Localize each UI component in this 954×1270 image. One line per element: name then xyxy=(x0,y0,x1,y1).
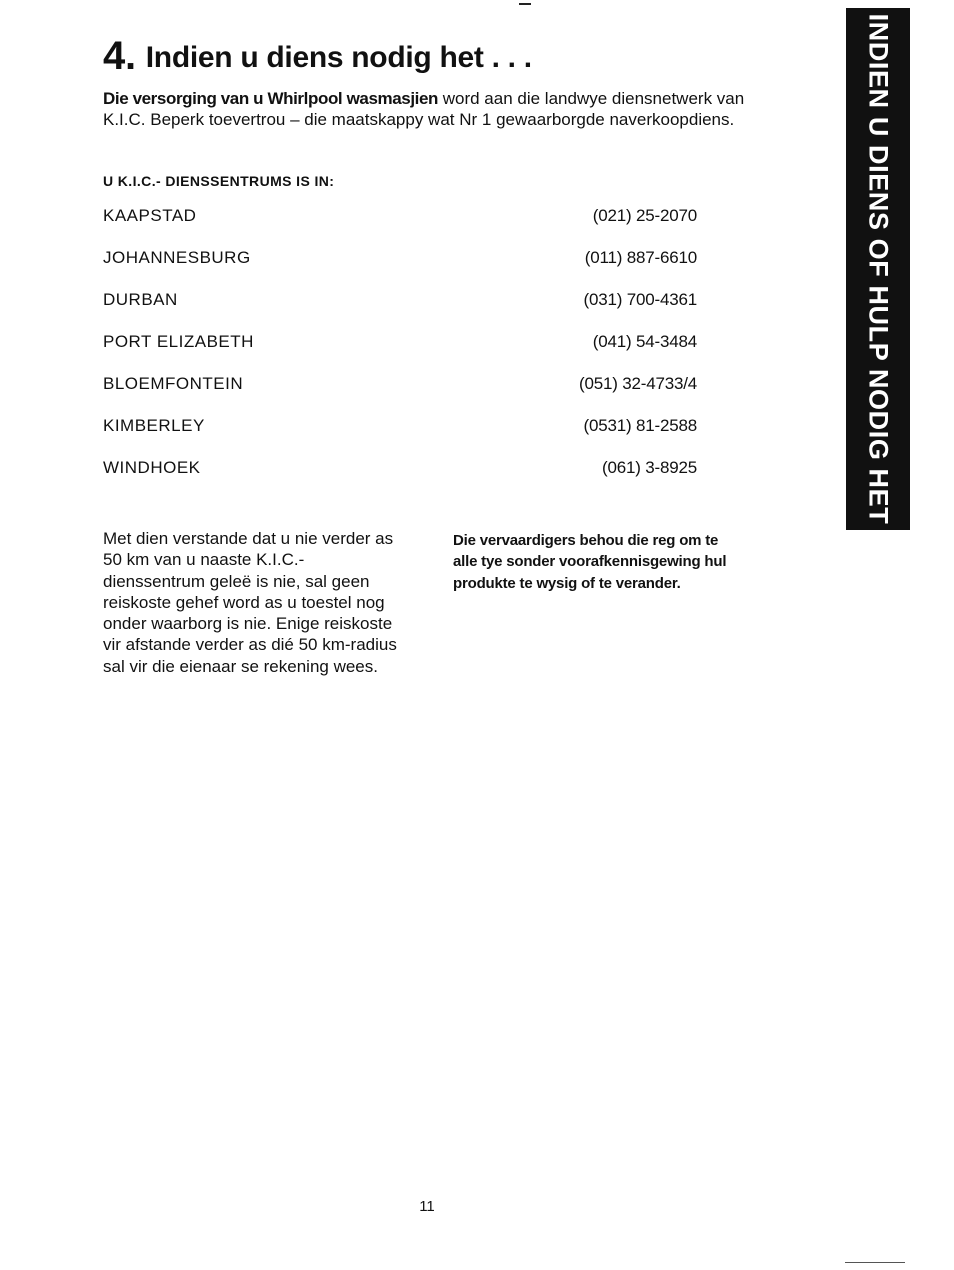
centre-city: JOHANNESBURG xyxy=(103,248,251,267)
centre-city: KIMBERLEY xyxy=(103,416,205,435)
centre-city: KAAPSTAD xyxy=(103,206,197,225)
centre-phone: (011) 887-6610 xyxy=(584,248,697,267)
page-heading xyxy=(103,34,532,80)
service-centre-row xyxy=(103,248,697,290)
centre-city: BLOEMFONTEIN xyxy=(103,374,244,393)
service-centre-row xyxy=(103,206,697,248)
travel-cost-note: Met dien verstande dat u nie verder as 50 km van u naaste K.I.C.-dienssentrum geleë is nie, sal geen reiskoste gehef word as u toestel nog onder waarborg is nie. Enige reiskoste vir afstande verder as dié 50 km-radius sal vir die eienaar se rekening wees. xyxy=(103,529,397,676)
heading-title: Indien u diens nodig het . . . xyxy=(145,41,532,74)
intro-bold-lead: Die versorging van u Whirlpool wasmasjien xyxy=(103,89,439,108)
centre-phone: (021) 25-2070 xyxy=(592,206,697,225)
centre-phone: (041) 54-3484 xyxy=(592,332,697,351)
section-number: 4. xyxy=(103,34,136,78)
centre-city: WINDHOEK xyxy=(103,458,201,477)
scan-mark-top xyxy=(519,3,531,5)
centre-phone: (0531) 81-2588 xyxy=(583,416,697,435)
service-centre-row xyxy=(103,290,697,332)
centre-city: PORT ELIZABETH xyxy=(103,332,254,351)
service-centre-row xyxy=(103,416,697,458)
service-centre-row xyxy=(103,458,697,500)
scan-mark-bottom xyxy=(845,1262,905,1263)
centre-phone: (061) 3-8925 xyxy=(602,458,697,477)
intro-paragraph xyxy=(103,88,763,130)
service-centres-heading: U K.I.C.- DIENSSENTRUMS IS IN: xyxy=(103,173,335,189)
service-centre-row xyxy=(103,332,697,374)
page-number: 11 xyxy=(419,1198,435,1215)
centre-phone: (051) 32-4733/4 xyxy=(579,374,697,393)
service-centre-row xyxy=(103,374,697,416)
manufacturer-note: Die vervaardigers behou die reg om te alle tye sonder voorafkennisgewing hul produkte te wysig of te verander. xyxy=(453,532,727,592)
side-tab-label: INDIEN U DIENS OF HULP NODIG HET xyxy=(863,13,894,525)
service-centres-list xyxy=(103,206,697,500)
section-side-tab xyxy=(846,8,910,530)
intro-text: word aan die landwye diensnetwerk van K.I.C. Beperk toevertrou – die maatskappy wat Nr 1 gewaarborgde naverkoopdiens. xyxy=(103,89,745,129)
centre-phone: (031) 700-4361 xyxy=(583,290,697,309)
centre-city: DURBAN xyxy=(103,290,178,309)
